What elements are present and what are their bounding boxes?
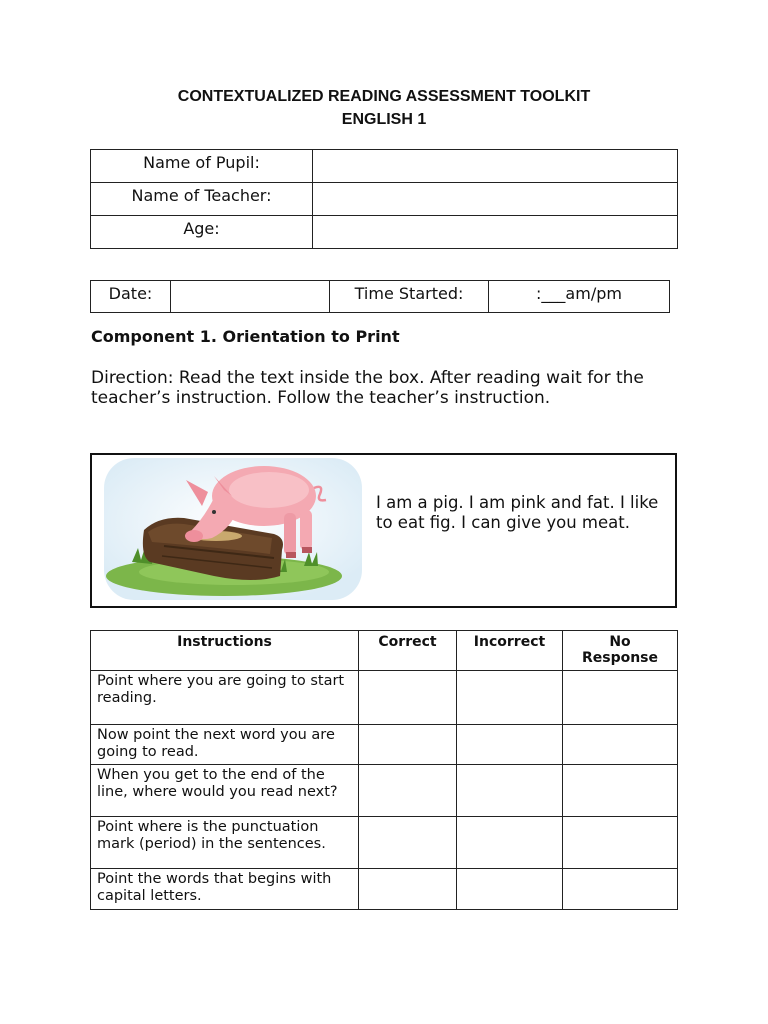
no-response-header: No Response — [563, 631, 678, 671]
component-heading: Component 1. Orientation to Print — [91, 327, 400, 346]
instructions-table — [90, 630, 678, 910]
name-of-teacher-field[interactable] — [313, 183, 678, 216]
story-text: I am a pig. I am pink and fat. I like to eat fig. I can give you meat. — [376, 493, 659, 532]
no-response-cell[interactable] — [563, 765, 678, 817]
incorrect-cell[interactable] — [457, 817, 563, 869]
no-response-cell[interactable] — [563, 671, 678, 725]
no-response-cell[interactable] — [563, 725, 678, 765]
correct-header: Correct — [359, 631, 457, 671]
date-time-table — [90, 280, 670, 313]
pupil-info-table — [90, 149, 678, 249]
age-field[interactable] — [313, 216, 678, 249]
incorrect-header: Incorrect — [457, 631, 563, 671]
no-response-cell[interactable] — [563, 817, 678, 869]
instructions-header: Instructions — [91, 631, 359, 671]
incorrect-cell[interactable] — [457, 725, 563, 765]
instruction-row-text: Point the words that begins with capital letters. — [91, 869, 359, 910]
direction-text: Direction: Read the text inside the box. After reading wait for the teacher’s instruction. Follow the teacher’s instruction. — [91, 368, 644, 408]
date-field[interactable] — [171, 281, 330, 313]
document-subtitle: ENGLISH 1 — [341, 111, 427, 128]
time-started-label: Time Started: — [330, 281, 489, 313]
date-label: Date: — [91, 281, 171, 313]
incorrect-cell[interactable] — [457, 765, 563, 817]
incorrect-cell[interactable] — [457, 869, 563, 910]
correct-cell[interactable] — [359, 765, 457, 817]
name-of-pupil-label: Name of Pupil: — [91, 150, 313, 183]
instruction-row-text: Point where you are going to start reading. — [91, 671, 359, 725]
name-of-pupil-field[interactable] — [313, 150, 678, 183]
no-response-cell[interactable] — [563, 869, 678, 910]
correct-cell[interactable] — [359, 725, 457, 765]
name-of-teacher-label: Name of Teacher: — [91, 183, 313, 216]
age-label: Age: — [91, 216, 313, 249]
instruction-row-text: When you get to the end of the line, where would you read next? — [91, 765, 359, 817]
document-title: CONTEXTUALIZED READING ASSESSMENT TOOLKIT — [177, 88, 591, 105]
correct-cell[interactable] — [359, 869, 457, 910]
incorrect-cell[interactable] — [457, 671, 563, 725]
correct-cell[interactable] — [359, 671, 457, 725]
time-started-field[interactable]: :___am/pm — [489, 281, 670, 313]
pig-eating-from-trough-icon — [104, 458, 362, 600]
instruction-row-text: Point where is the punctuation mark (period) in the sentences. — [91, 817, 359, 869]
correct-cell[interactable] — [359, 817, 457, 869]
instruction-row-text: Now point the next word you are going to read. — [91, 725, 359, 765]
